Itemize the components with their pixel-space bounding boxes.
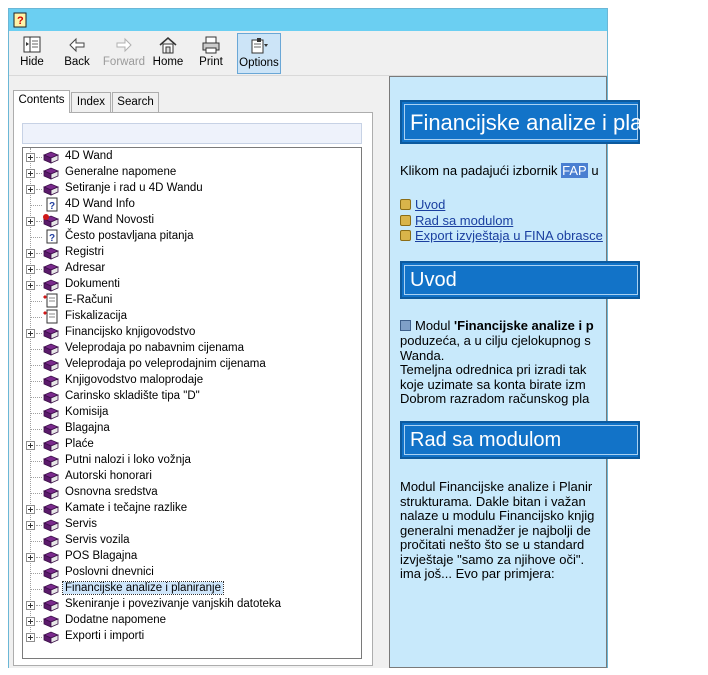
book-icon xyxy=(42,485,60,501)
fap-menu-reference: FAP xyxy=(562,163,587,178)
book-icon xyxy=(42,245,60,261)
expand-plus-icon[interactable] xyxy=(26,217,35,226)
book-icon xyxy=(42,533,60,549)
tree-item[interactable] xyxy=(23,453,353,469)
paragraph-line: Modul Financijske analize i Planir xyxy=(400,479,593,494)
heading-uvod: Uvod xyxy=(410,269,457,291)
tree-item-label[interactable]: Carinsko skladište tipa "D" xyxy=(65,390,200,402)
tree-item-label[interactable]: Skeniranje i povezivanje vanjskih datoteka xyxy=(65,598,282,610)
tree-item[interactable] xyxy=(23,341,353,357)
expand-plus-icon[interactable] xyxy=(26,281,35,290)
book-icon xyxy=(42,149,60,165)
book-icon xyxy=(42,405,60,421)
tree-item-label[interactable]: 4D Wand Novosti xyxy=(65,214,155,226)
tree-item[interactable] xyxy=(23,517,353,533)
home-button-label: Home xyxy=(152,56,184,68)
book-icon xyxy=(42,421,60,437)
paragraph-line: poduzeća, a u cilju cjelokupnog s xyxy=(400,333,591,348)
expand-plus-icon[interactable] xyxy=(26,633,35,642)
module-icon xyxy=(400,320,411,331)
paragraph-line: izvještaje "samo za njihove oči". xyxy=(400,551,585,567)
tree-item[interactable] xyxy=(23,181,353,197)
tree-item-label[interactable]: Plaće xyxy=(65,438,94,450)
print-button-label: Print xyxy=(199,56,223,68)
tree-item-label[interactable]: Veleprodaja po veleprodajnim cijenama xyxy=(65,358,266,370)
expand-plus-icon[interactable] xyxy=(26,329,35,338)
options-button-label: Options xyxy=(239,57,279,69)
paragraph-line: ima još... Evo par primjera: xyxy=(400,566,555,581)
help-file-icon xyxy=(12,11,30,29)
title-bar xyxy=(9,9,607,31)
expand-plus-icon[interactable] xyxy=(26,505,35,514)
paragraph-line: generalni menadžer je najbolji de xyxy=(400,522,591,538)
tree-item-label[interactable]: Poslovni dnevnici xyxy=(65,566,154,578)
expand-plus-icon[interactable] xyxy=(26,553,35,562)
svg-text:?: ? xyxy=(17,15,24,27)
tree-item-label[interactable]: Exporti i importi xyxy=(65,630,145,642)
svg-text:?: ? xyxy=(49,233,56,244)
book-icon xyxy=(42,453,60,469)
tree-item[interactable] xyxy=(23,197,353,213)
book-icon xyxy=(42,437,60,453)
book-icon xyxy=(42,581,60,597)
book-icon xyxy=(42,357,60,373)
tree-item-label[interactable]: POS Blagajna xyxy=(65,550,138,562)
topic-pane xyxy=(389,76,708,668)
paragraph-line: nalaze u modulu Financijsko knjig xyxy=(400,508,595,523)
tree-item-label[interactable]: Komisija xyxy=(65,406,109,418)
tree-item-label[interactable]: 4D Wand Info xyxy=(65,198,135,210)
book-icon xyxy=(42,341,60,357)
tree-item[interactable] xyxy=(23,245,353,261)
back-arrow-icon xyxy=(66,35,88,55)
tree-item-label[interactable]: 4D Wand xyxy=(65,150,113,162)
home-icon xyxy=(157,35,179,55)
tree-item-label[interactable]: Generalne napomene xyxy=(65,166,177,178)
book-icon xyxy=(42,613,60,629)
book-icon xyxy=(42,389,60,405)
link-uvod[interactable]: Uvod xyxy=(400,197,445,212)
expand-plus-icon[interactable] xyxy=(26,185,35,194)
forward-arrow-icon xyxy=(113,35,135,55)
expand-plus-icon[interactable] xyxy=(26,249,35,258)
book-icon xyxy=(42,629,60,645)
book-icon xyxy=(42,165,60,181)
tree-item[interactable] xyxy=(23,613,353,629)
paragraph-line: pročitati nešto što se u standard xyxy=(400,537,585,552)
back-button[interactable] xyxy=(59,33,95,74)
heading-uvod-bar xyxy=(400,261,640,299)
tree-item[interactable] xyxy=(23,309,353,325)
tree-item[interactable] xyxy=(23,389,353,405)
book-icon xyxy=(42,517,60,533)
book-icon xyxy=(42,261,60,277)
heading-main-bar xyxy=(400,100,708,144)
tree-item-label[interactable]: Registri xyxy=(65,246,104,258)
tree-item-label[interactable]: Setiranje i rad u 4D Wandu xyxy=(65,182,203,194)
expand-plus-icon[interactable] xyxy=(26,521,35,530)
tree-item-label[interactable]: Financijske analize i planiranje xyxy=(65,582,221,594)
expand-plus-icon[interactable] xyxy=(26,265,35,274)
expand-plus-icon[interactable] xyxy=(26,601,35,610)
link-export-fina[interactable]: Export izvještaja u FINA obrasce xyxy=(400,228,603,243)
printer-icon xyxy=(200,35,222,55)
tree-item[interactable] xyxy=(23,549,353,565)
expand-plus-icon[interactable] xyxy=(26,441,35,450)
new-page-icon xyxy=(42,309,60,325)
tree-item[interactable] xyxy=(23,277,353,293)
tree-item[interactable] xyxy=(23,405,353,421)
topic-bullet-icon xyxy=(400,215,411,226)
contents-tree[interactable] xyxy=(22,147,362,659)
tree-item-label[interactable]: Blagajna xyxy=(65,422,110,434)
paragraph-line: koje uzimate sa konta birate izm xyxy=(400,376,586,392)
tree-item-label[interactable]: Osnovna sredstva xyxy=(65,486,158,498)
tree-item-label[interactable]: Fiskalizacija xyxy=(65,310,127,322)
tree-item-label[interactable]: Financijsko knjigovodstvo xyxy=(65,326,196,338)
options-button[interactable] xyxy=(237,33,281,74)
book-icon xyxy=(42,325,60,341)
back-button-label: Back xyxy=(64,56,90,68)
topic-bullet-icon xyxy=(400,199,411,210)
expand-plus-icon[interactable] xyxy=(26,169,35,178)
tree-item[interactable] xyxy=(23,293,353,309)
print-button[interactable] xyxy=(195,33,227,74)
book-icon xyxy=(42,501,60,517)
tree-item[interactable] xyxy=(23,597,353,613)
heading-main: Financijske analize i planiranje xyxy=(410,110,708,135)
tree-item[interactable] xyxy=(23,229,353,245)
tree-item-label[interactable]: Često postavljana pitanja xyxy=(65,230,194,242)
heading-rad-sa-modulom: Rad sa modulom xyxy=(410,429,562,451)
tree-item-label[interactable]: Dodatne napomene xyxy=(65,614,167,626)
tree-item-label[interactable]: Putni nalozi i loko vožnja xyxy=(65,454,191,466)
tree-item[interactable] xyxy=(23,325,353,341)
tree-item[interactable] xyxy=(23,437,353,453)
tree-item[interactable] xyxy=(23,533,353,549)
tree-item[interactable] xyxy=(23,629,353,645)
expand-plus-icon[interactable] xyxy=(26,153,35,162)
tree-item[interactable] xyxy=(23,421,353,437)
book-icon xyxy=(42,549,60,565)
tab-index[interactable]: Index xyxy=(71,92,111,112)
tree-item-label[interactable]: Autorski honorari xyxy=(65,470,152,482)
book-icon xyxy=(42,565,60,581)
book-icon xyxy=(42,181,60,197)
navigation-pane xyxy=(9,76,383,668)
hide-button[interactable] xyxy=(15,33,49,74)
tree-item[interactable] xyxy=(23,501,353,517)
options-icon xyxy=(248,36,270,56)
tree-item-label[interactable]: Servis xyxy=(65,518,97,530)
tree-item-label[interactable]: Dokumenti xyxy=(65,278,120,290)
paragraph-line: Wanda. xyxy=(400,347,445,363)
expand-plus-icon[interactable] xyxy=(26,617,35,626)
book-icon xyxy=(42,469,60,485)
tree-item[interactable] xyxy=(23,165,353,181)
tree-item[interactable] xyxy=(23,373,353,389)
book-icon xyxy=(42,277,60,293)
tree-item-label[interactable]: Knjigovodstvo maloprodaje xyxy=(65,374,204,386)
tree-item[interactable] xyxy=(23,213,353,229)
heading-rad-bar xyxy=(400,421,640,459)
tab-search[interactable]: Search xyxy=(112,92,159,112)
contents-panel xyxy=(13,112,373,666)
svg-text:?: ? xyxy=(49,201,56,212)
forward-button[interactable] xyxy=(101,33,147,74)
intro-paragraph: Klikom na padajući izbornik FAP u xyxy=(400,163,599,178)
uvod-first-line: Modul 'Financijske analize i p xyxy=(400,318,660,333)
contents-header-bar xyxy=(22,123,362,144)
hide-button-label: Hide xyxy=(20,56,44,68)
tree-item[interactable] xyxy=(23,357,353,373)
tree-item-label[interactable]: Kamate i tečajne razlike xyxy=(65,502,188,514)
book-icon xyxy=(42,213,60,229)
tree-item[interactable] xyxy=(23,565,353,581)
forward-button-label: Forward xyxy=(102,56,146,68)
tree-item[interactable] xyxy=(23,469,353,485)
paragraph-line: Dobrom razradom računskog pla xyxy=(400,391,590,406)
tree-item-label[interactable]: Adresar xyxy=(65,262,106,274)
help-window xyxy=(8,8,708,668)
book-icon xyxy=(42,597,60,613)
home-button[interactable] xyxy=(151,33,185,74)
tree-item[interactable] xyxy=(23,149,353,165)
toolbar xyxy=(9,32,607,76)
book-icon xyxy=(42,373,60,389)
tree-item[interactable] xyxy=(23,581,353,597)
tree-item-label[interactable]: Veleprodaja po nabavnim cijenama xyxy=(65,342,245,354)
tree-item-label[interactable]: Servis vozila xyxy=(65,534,130,546)
help-page-icon xyxy=(42,197,60,213)
paragraph-line: strukturama. Dakle bitan i važan xyxy=(400,493,586,509)
tree-item[interactable] xyxy=(23,261,353,277)
link-rad-sa-modulom[interactable]: Rad sa modulom xyxy=(400,213,513,228)
hide-pane-icon xyxy=(21,35,43,55)
tab-contents[interactable]: Contents xyxy=(13,90,70,113)
new-page-icon xyxy=(42,293,60,309)
help-page-icon xyxy=(42,229,60,245)
paragraph-line: Temeljna odrednica pri izradi tak xyxy=(400,362,587,377)
tree-item-label[interactable]: E-Računi xyxy=(65,294,113,306)
topic-bullet-icon xyxy=(400,230,411,241)
tree-item[interactable] xyxy=(23,485,353,501)
